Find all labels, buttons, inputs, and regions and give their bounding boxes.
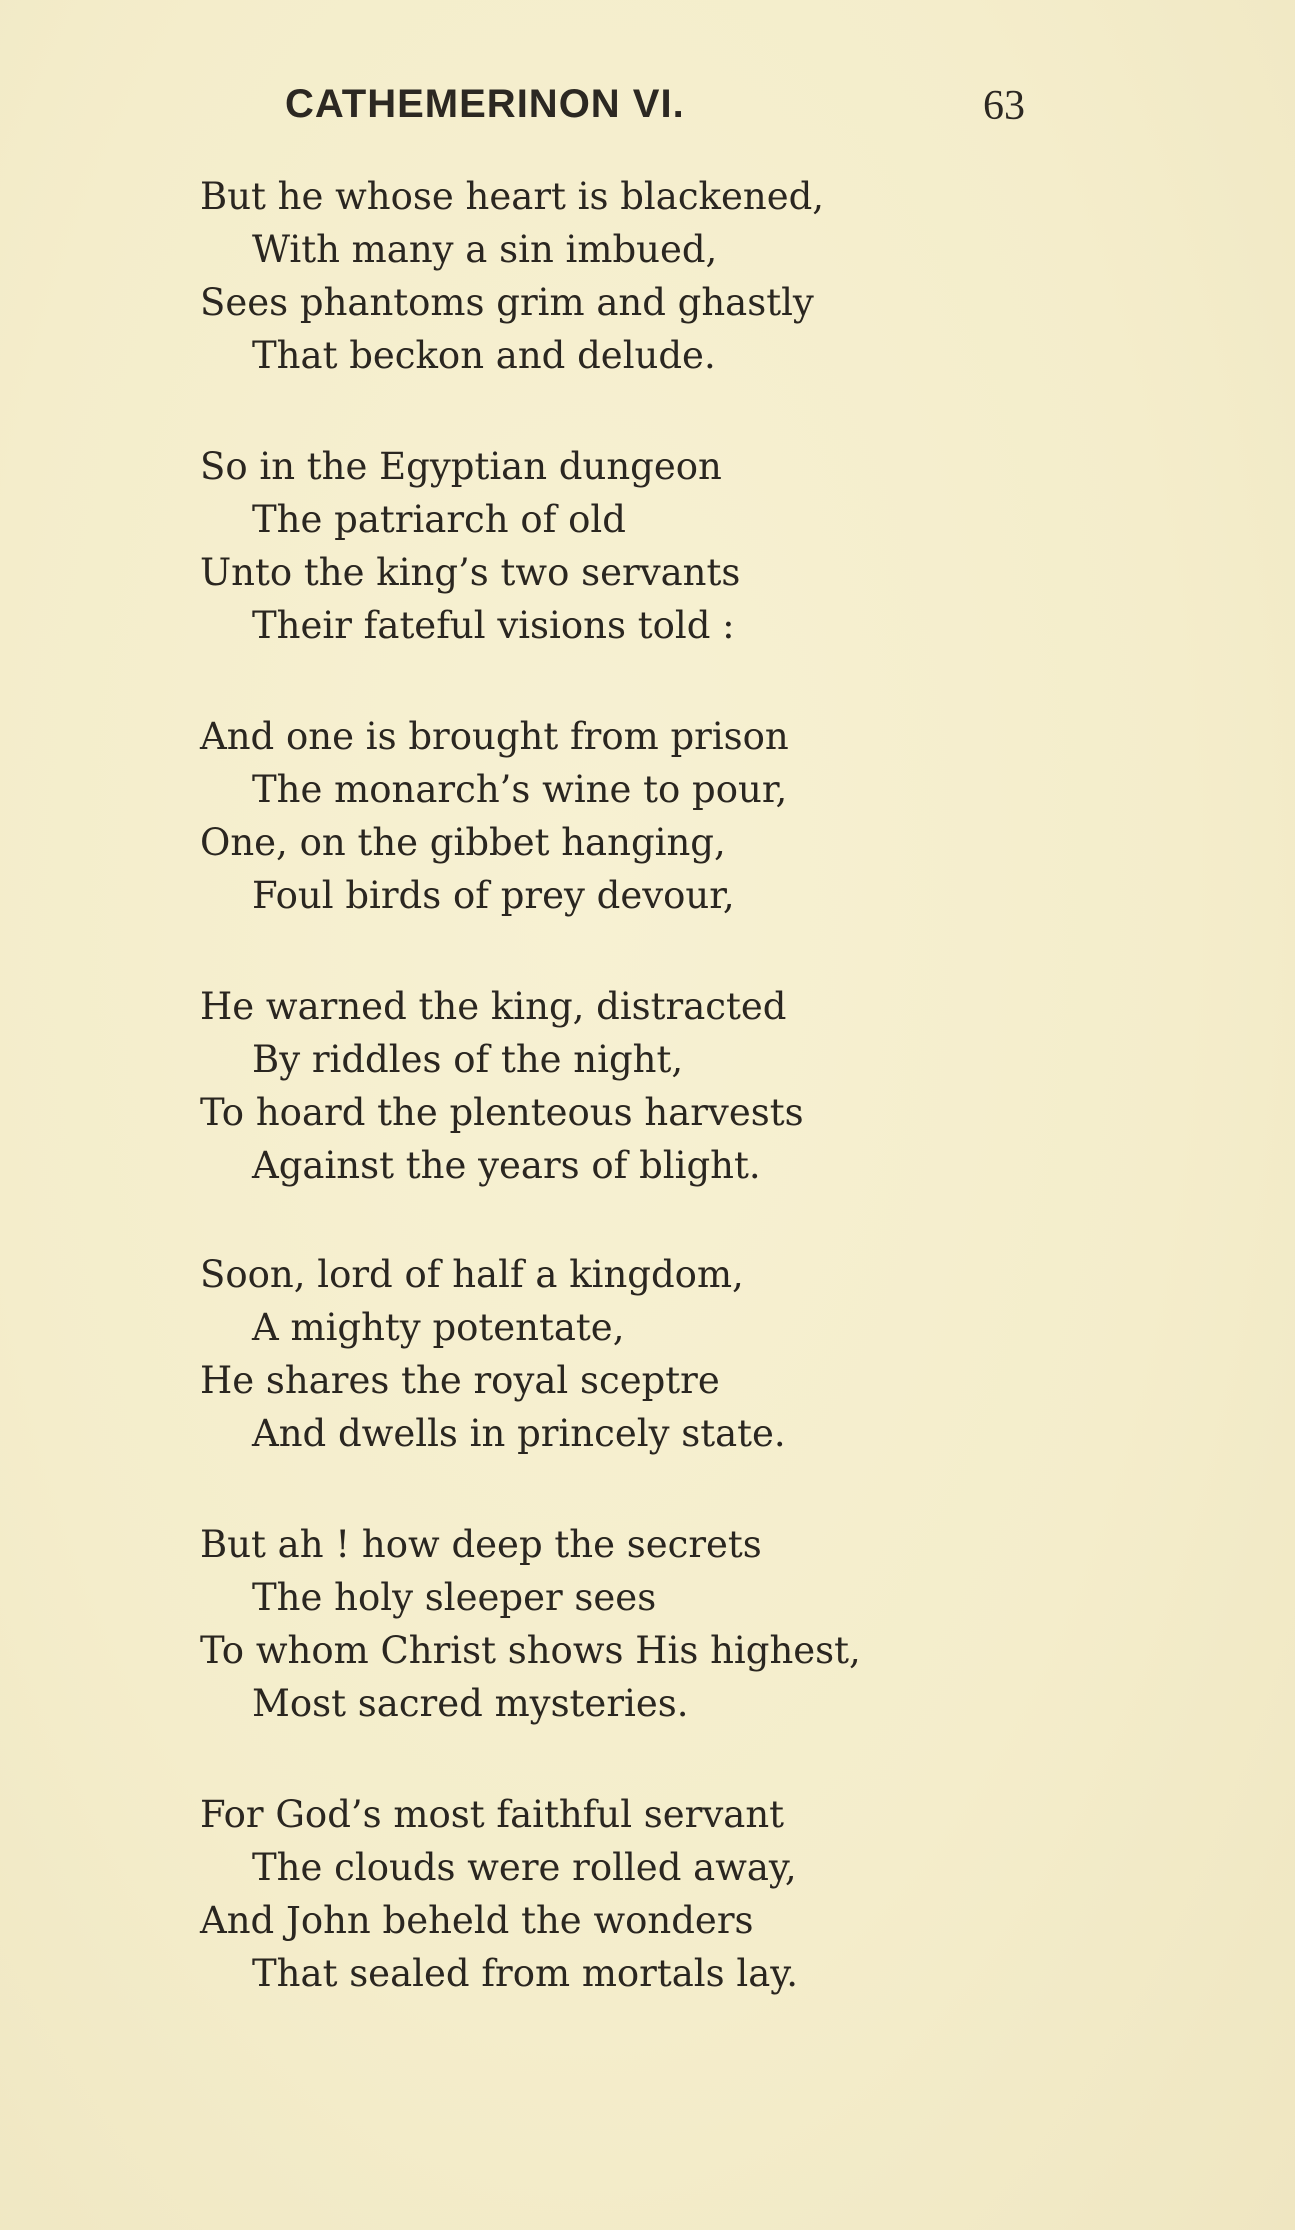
stanza-7 xyxy=(0,1793,1295,2003)
poem-line: Foul birds of prey devour, xyxy=(252,874,735,917)
poem-line: And John beheld the wonders xyxy=(200,1899,754,1942)
poem-line: He warned the king, distracted xyxy=(200,985,787,1028)
poem-line: One, on the gibbet hanging, xyxy=(200,821,726,864)
poem-line: The monarch’s wine to pour, xyxy=(252,768,788,811)
poem-line: The holy sleeper sees xyxy=(252,1576,657,1619)
poem-line: By riddles of the night, xyxy=(252,1038,684,1081)
poem-line: Unto the king’s two servants xyxy=(200,551,741,594)
poem-line: So in the Egyptian dungeon xyxy=(200,445,722,488)
poem-line: That beckon and delude. xyxy=(252,334,716,377)
poem-line: That sealed from mortals lay. xyxy=(252,1952,799,1995)
running-title: CATHEMERINON VI. xyxy=(285,82,685,126)
stanza-6 xyxy=(0,1523,1295,1733)
stanza-4 xyxy=(0,985,1295,1195)
poem-line: But he whose heart is blackened, xyxy=(200,175,825,218)
poem-line: With many a sin imbued, xyxy=(252,228,718,271)
poem-line: Sees phantoms grim and ghastly xyxy=(200,281,814,324)
poem-line: The patriarch of old xyxy=(252,498,626,541)
poem-line: But ah ! how deep the secrets xyxy=(200,1523,762,1566)
stanza-3 xyxy=(0,715,1295,925)
poem-line: The clouds were rolled away, xyxy=(252,1846,797,1889)
stanza-5 xyxy=(0,1253,1295,1463)
poem-line: A mighty potentate, xyxy=(252,1306,625,1349)
poem-line: To hoard the plenteous harvests xyxy=(200,1091,804,1134)
poem-line: To whom Christ shows His highest, xyxy=(200,1629,861,1672)
poem-line: And dwells in princely state. xyxy=(252,1412,786,1455)
poem-line: Against the years of blight. xyxy=(252,1144,761,1187)
poem-line: He shares the royal sceptre xyxy=(200,1359,720,1402)
page-header xyxy=(285,82,1025,142)
poem-line: Soon, lord of half a kingdom, xyxy=(200,1253,744,1296)
page-number: 63 xyxy=(983,83,1025,129)
poem-line: Most sacred mysteries. xyxy=(252,1682,689,1725)
stanza-2 xyxy=(0,445,1295,655)
stanza-1 xyxy=(0,175,1295,385)
poem-line: And one is brought from prison xyxy=(200,715,789,758)
poem-line: For God’s most faithful servant xyxy=(200,1793,785,1836)
poem-line: Their fateful visions told : xyxy=(252,604,735,647)
